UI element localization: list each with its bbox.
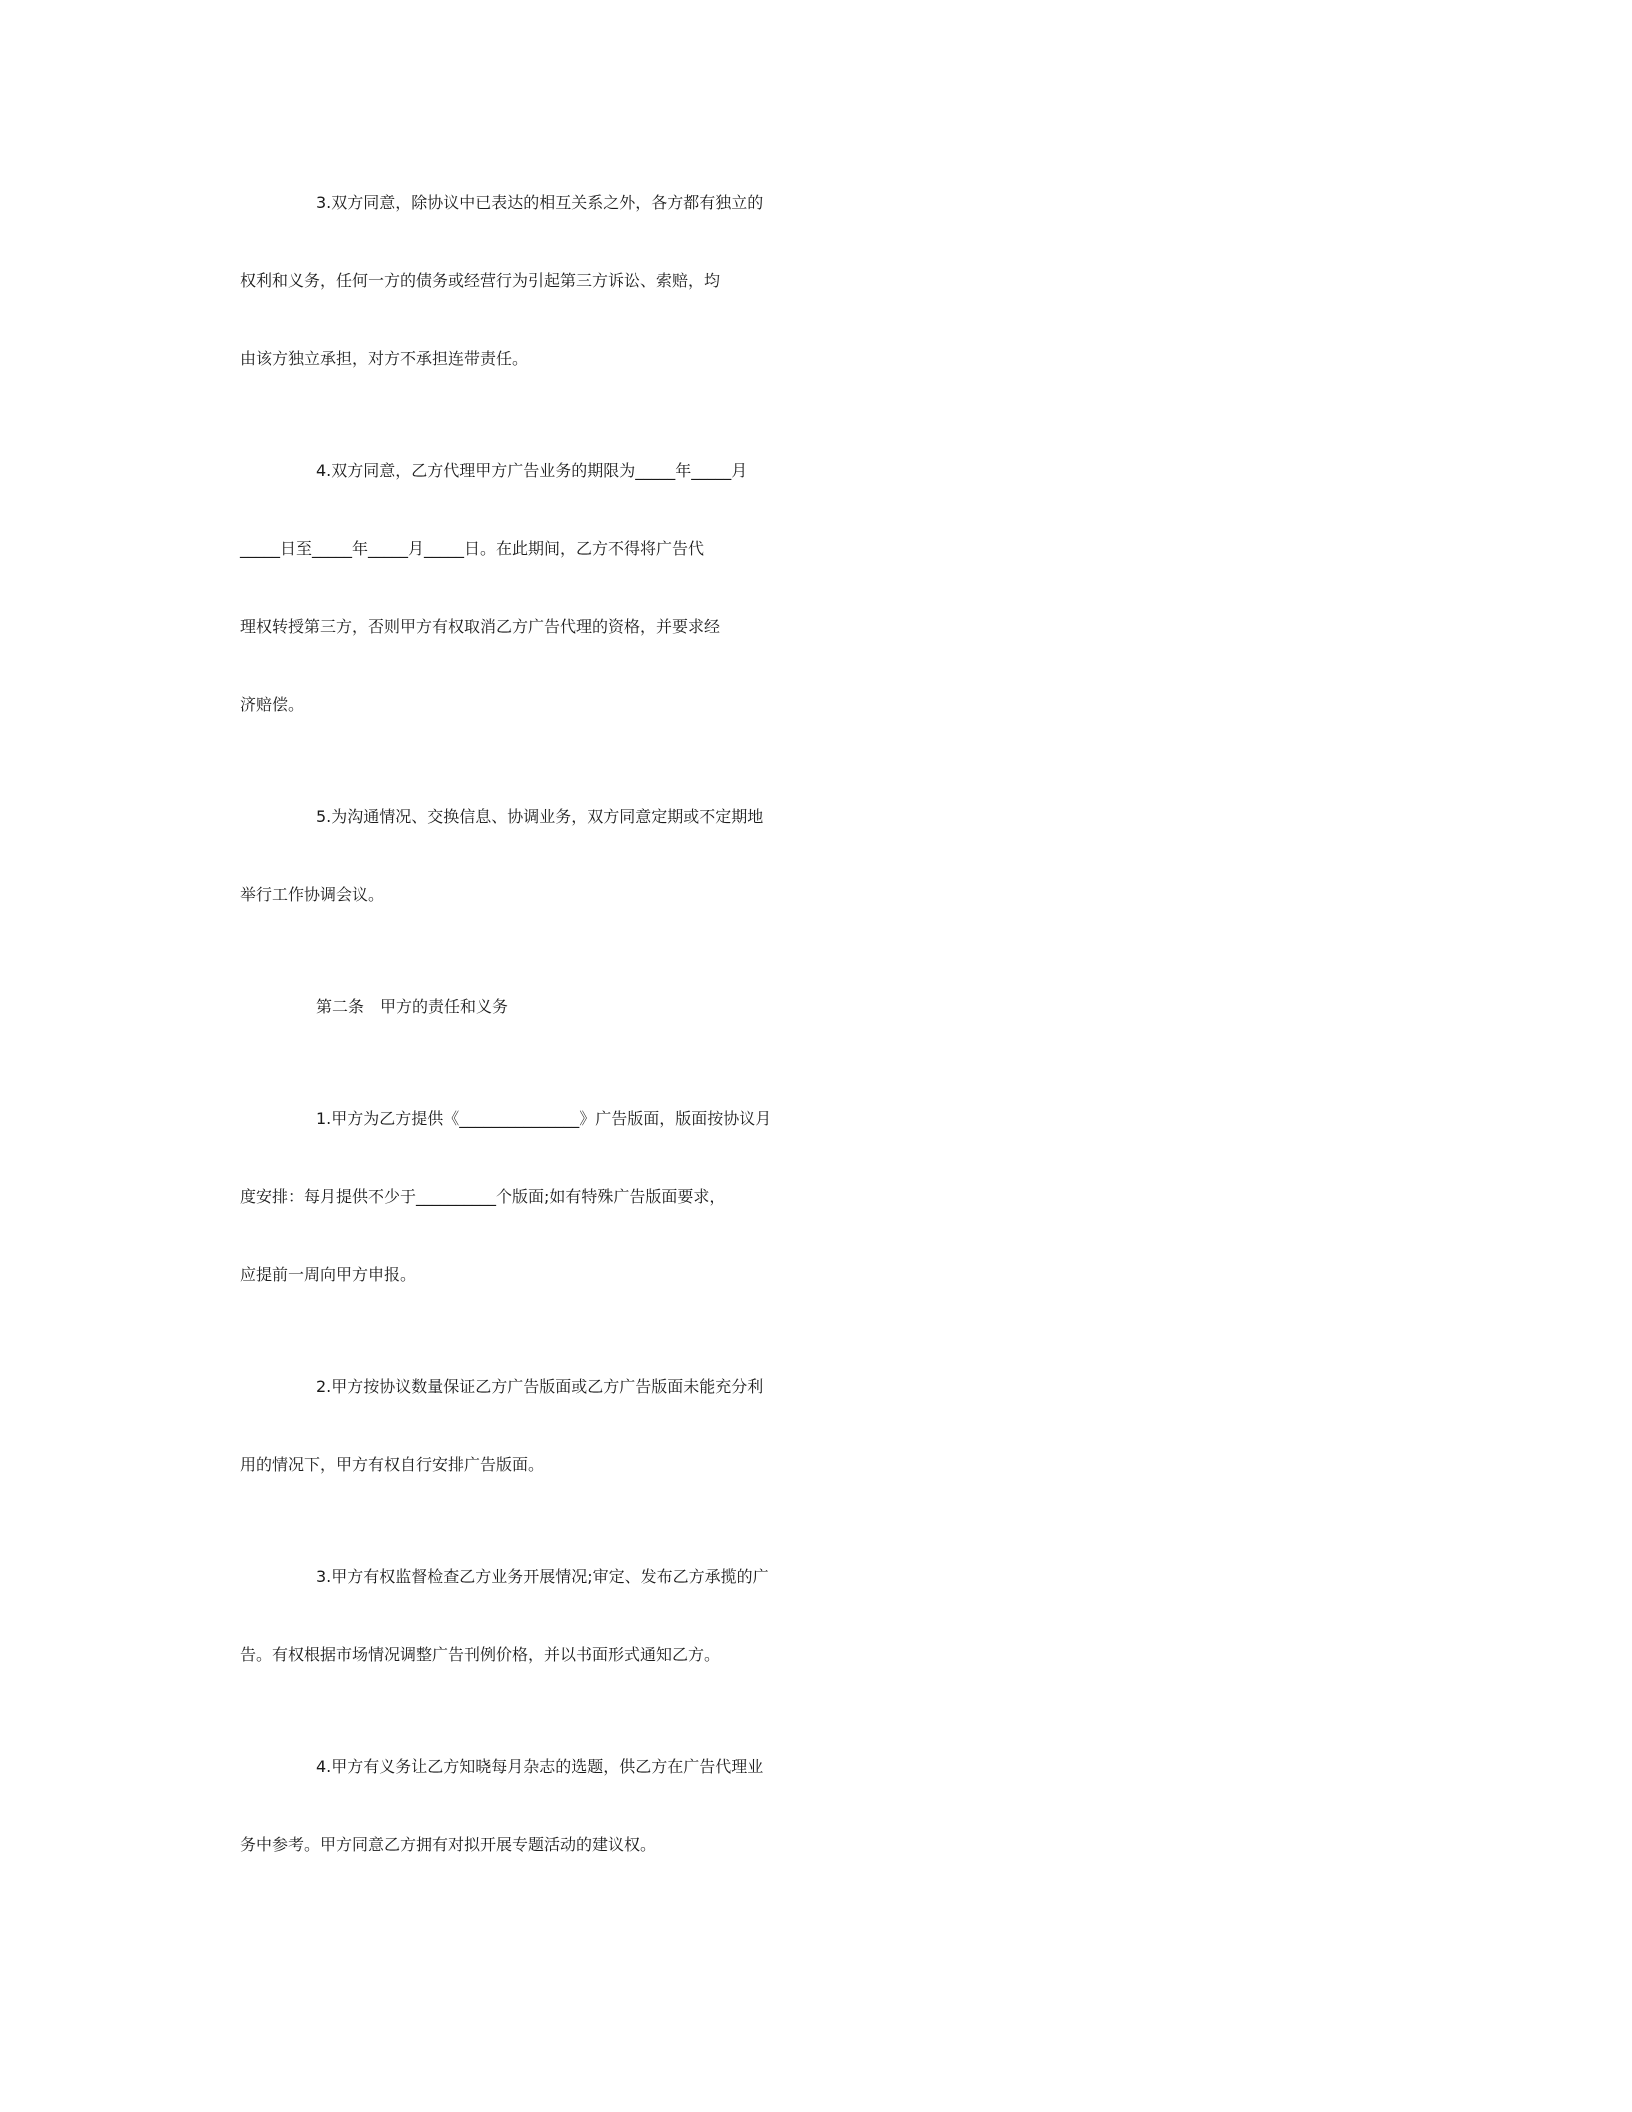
clause-paragraph xyxy=(240,804,1390,960)
paragraph-line: 济赔偿。 xyxy=(240,695,305,714)
paragraph-spacer xyxy=(240,960,1390,994)
paragraph-line: 举行工作协调会议。 xyxy=(240,885,385,904)
clause-paragraph xyxy=(240,1564,1390,1720)
paragraph-spacer xyxy=(240,1720,1390,1754)
paragraph-spacer xyxy=(240,1072,1390,1106)
paragraph-spacer xyxy=(240,1530,1390,1564)
paragraph-line: 告。有权根据市场情况调整广告刊例价格，并以书面形式通知乙方。 xyxy=(240,1645,721,1664)
paragraph-line: 理权转授第三方，否则甲方有权取消乙方广告代理的资格，并要求经 xyxy=(240,617,721,636)
paragraph-spacer xyxy=(240,1340,1390,1374)
article-heading-text: 第二条 甲方的责任和义务 xyxy=(316,997,509,1016)
paragraph-line: 4.双方同意，乙方代理甲方广告业务的期限为_____年_____月 xyxy=(316,461,748,480)
paragraph-line: _____日至_____年_____月_____日。在此期间，乙方不得将广告代 xyxy=(240,539,705,558)
clause-paragraph xyxy=(240,1106,1390,1340)
paragraph-line: 4.甲方有义务让乙方知晓每月杂志的选题，供乙方在广告代理业 xyxy=(316,1757,764,1776)
paragraph-spacer xyxy=(240,770,1390,804)
clause-paragraph xyxy=(240,1754,1390,1910)
document-body xyxy=(240,190,1390,1910)
paragraph-spacer xyxy=(240,424,1390,458)
paragraph-line: 用的情况下，甲方有权自行安排广告版面。 xyxy=(240,1455,545,1474)
paragraph-line: 度安排：每月提供不少于__________个版面;如有特殊广告版面要求， xyxy=(240,1187,726,1206)
paragraph-line: 3.双方同意，除协议中已表达的相互关系之外，各方都有独立的 xyxy=(316,193,764,212)
clause-paragraph xyxy=(240,190,1390,424)
paragraph-line: 权利和义务，任何一方的债务或经营行为引起第三方诉讼、索赔，均 xyxy=(240,271,721,290)
paragraph-line: 3.甲方有权监督检查乙方业务开展情况;审定、发布乙方承揽的广 xyxy=(316,1567,769,1586)
paragraph-line: 5.为沟通情况、交换信息、协调业务，双方同意定期或不定期地 xyxy=(316,807,764,826)
paragraph-line: 1.甲方为乙方提供《_______________》广告版面，版面按协议月 xyxy=(316,1109,772,1128)
clause-paragraph xyxy=(240,458,1390,770)
paragraph-line: 应提前一周向甲方申报。 xyxy=(240,1265,417,1284)
clause-paragraph xyxy=(240,1374,1390,1530)
article-heading xyxy=(240,994,1390,1072)
paragraph-line: 2.甲方按协议数量保证乙方广告版面或乙方广告版面未能充分利 xyxy=(316,1377,764,1396)
paragraph-line: 由该方独立承担，对方不承担连带责任。 xyxy=(240,349,529,368)
paragraph-line: 务中参考。甲方同意乙方拥有对拟开展专题活动的建议权。 xyxy=(240,1835,657,1854)
